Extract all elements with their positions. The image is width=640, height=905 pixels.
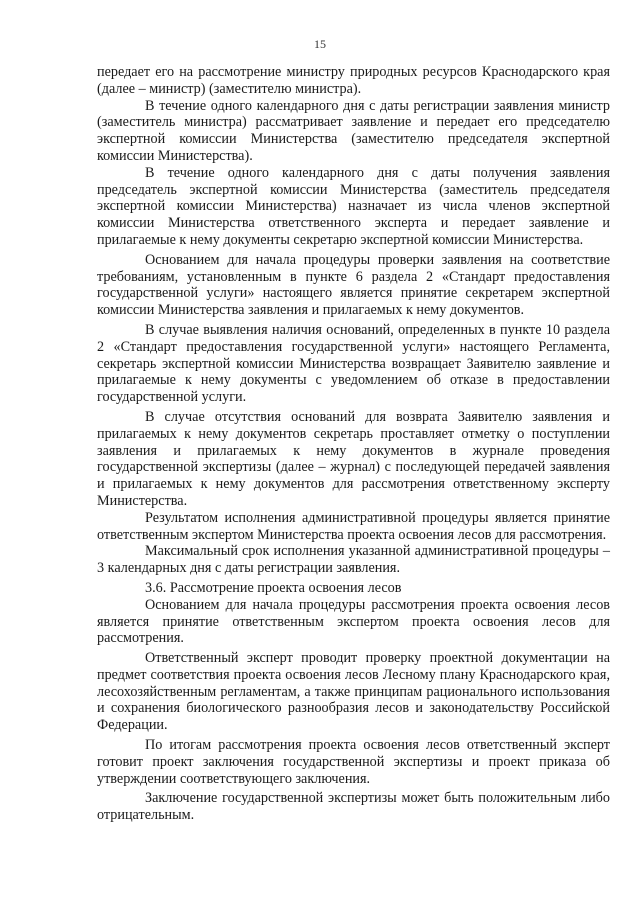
paragraph-1: передает его на рассмотрение министру природных ресурсов Краснодарского края (далее – министр) (заместителю министра). bbox=[97, 64, 610, 97]
section-heading: 3.6. Рассмотрение проекта освоения лесов bbox=[145, 579, 402, 596]
paragraph-10: Ответственный эксперт проводит проверку проектной документации на предмет соответствия проекта освоения лесов Лесному плану Краснодарского края, лесохозяйственным регламентам, а также принципам рационального использования и сохранения биологического разнообразия лесов и законодательству Российской Федерации. bbox=[97, 650, 610, 734]
page-number: 15 bbox=[314, 37, 326, 51]
paragraph-4: Основанием для начала процедуры проверки заявления на соответствие требованиям, установленным в пункте 6 раздела 2 «Стандарт предоставления государственной услуги» настоящего является принятие секретарем экспертной комиссии Министерства заявления и прилагаемых к нему документов. bbox=[97, 251, 610, 319]
paragraph-12: Заключение государственной экспертизы может быть положительным либо отрицательным. bbox=[97, 790, 610, 824]
paragraph-9: Основанием для начала процедуры рассмотрения проекта освоения лесов является принятие ответственным экспертом проекта освоения лесов для рассмотрения. bbox=[97, 596, 610, 647]
paragraph-5: В случае выявления наличия оснований, определенных в пункте 10 раздела 2 «Стандарт предоставления государственной услуги» настоящего Регламента, секретарь экспертной комиссии Министерства возвращает Заявителю заявление и прилагаемые к нему документы с уведомлением об отказе в предоставлении государственной услуги. bbox=[97, 321, 610, 406]
paragraph-3: В течение одного календарного дня с даты получения заявления председатель экспертной комиссии Министерства (заместитель председателя экспертной комиссии Министерства) назначает из числа членов экспертной комиссии Министерства ответственного эксперта и передает заявление и прилагаемые к нему документы секретарю экспертной комиссии Министерства. bbox=[97, 164, 610, 248]
document-body bbox=[97, 64, 610, 824]
paragraph-11: По итогам рассмотрения проекта освоения лесов ответственный эксперт готовит проект заключения государственной экспертизы и проект приказа об утверждении соответствующего заключения. bbox=[97, 737, 610, 787]
paragraph-6: В случае отсутствия оснований для возврата Заявителю заявления и прилагаемых к нему документов секретарь проставляет отметку о поступлении заявления и прилагаемых к нему документов в журнале проведения государственной экспертизы (далее – журнал) с последующей передачей заявления и прилагаемых к нему документов для рассмотрения ответственному эксперту Министерства. bbox=[97, 408, 610, 509]
paragraph-7: Результатом исполнения административной процедуры является принятие ответственным экспертом Министерства проекта освоения лесов для рассмотрения. bbox=[97, 509, 610, 543]
paragraph-2: В течение одного календарного дня с даты регистрации заявления министр (заместитель министра) рассматривает заявление и передает его председателю экспертной комиссии Министерства (заместителю председателя экспертной комиссии Министерства). bbox=[97, 97, 610, 164]
paragraph-8: Максимальный срок исполнения указанной административной процедуры – 3 календарных дня с даты регистрации заявления. bbox=[97, 543, 610, 577]
